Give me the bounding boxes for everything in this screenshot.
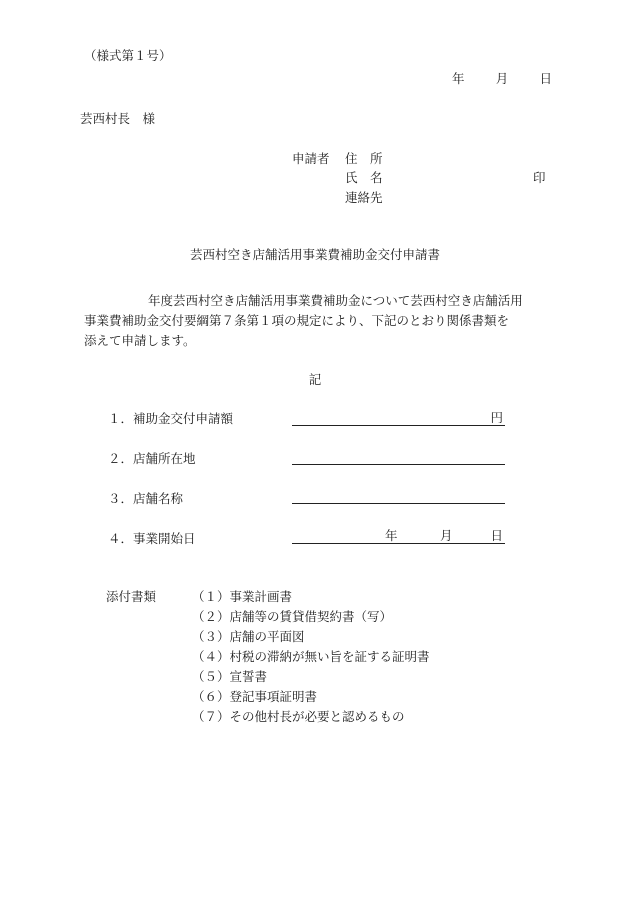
ki-heading: 記 <box>308 372 322 387</box>
date-header <box>452 71 552 86</box>
form-number: （様式第１号） <box>84 48 172 63</box>
address-label: 住 所 <box>345 151 383 166</box>
date-month: 月 <box>495 71 509 86</box>
item-store-name-label: ３．店舗名称 <box>108 491 184 506</box>
applicant-label: 申請者 <box>292 151 330 166</box>
start-date-day: 日 <box>490 528 503 543</box>
attachment-item: （４）村税の滞納が無い旨を証する証明書 <box>192 649 430 664</box>
seal-mark: 印 <box>533 170 546 185</box>
subsidy-amount-field[interactable] <box>292 410 505 426</box>
start-date-year: 年 <box>385 528 398 543</box>
item-subsidy-amount-label: １．補助金交付申請額 <box>108 411 234 426</box>
date-year: 年 <box>452 71 465 86</box>
store-location-field[interactable] <box>292 449 505 465</box>
body-line: 年度芸西村空き店舗活用事業費補助金について芸西村空き店舗活用 <box>148 293 523 308</box>
attachments-label: 添付書類 <box>106 589 157 604</box>
attachment-item: （１）事業計画書 <box>192 589 293 604</box>
attachment-item: （５）宣誓書 <box>192 669 268 684</box>
date-day: 日 <box>539 71 552 86</box>
start-date-month: 月 <box>440 528 453 543</box>
item-store-location-label: ２．店舗所在地 <box>108 451 196 466</box>
document-title: 芸西村空き店舗活用事業費補助金交付申請書 <box>189 247 440 262</box>
attachment-item: （２）店舗等の賃貸借契約書（写） <box>192 609 393 624</box>
yen-unit: 円 <box>490 410 503 425</box>
body-line: 添えて申請します。 <box>84 333 196 348</box>
start-date-field[interactable] <box>292 528 505 544</box>
attachment-item: （７）その他村長が必要と認めるもの <box>192 709 405 724</box>
body-paragraph <box>84 291 556 351</box>
contact-label: 連絡先 <box>345 190 383 205</box>
body-line: 事業費補助金交付要綱第７条第１項の規定により、下記のとおり関係書類を <box>84 313 510 328</box>
store-name-field[interactable] <box>292 488 505 504</box>
attachment-item: （６）登記事項証明書 <box>192 689 318 704</box>
addressee: 芸西村長 様 <box>80 111 156 126</box>
name-label: 氏 名 <box>345 170 383 185</box>
attachment-item: （３）店舗の平面図 <box>192 629 305 644</box>
item-start-date-label: ４．事業開始日 <box>108 531 196 546</box>
